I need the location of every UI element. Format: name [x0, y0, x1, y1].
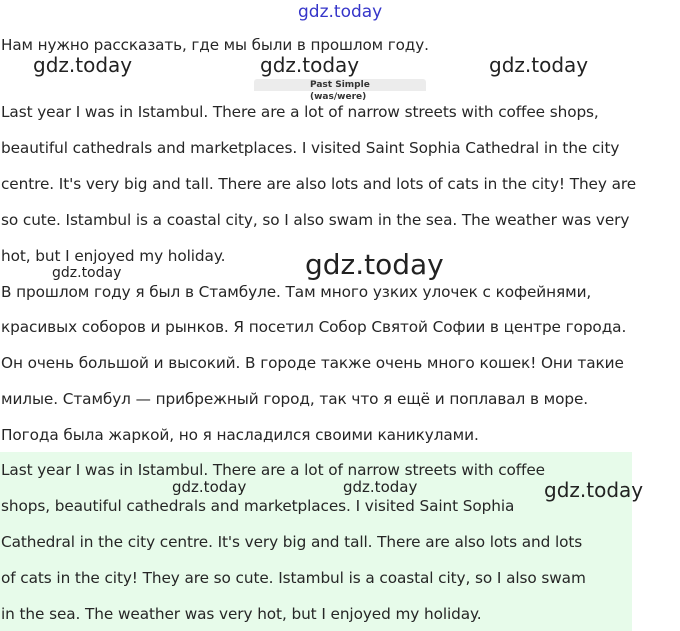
watermark: gdz.today	[52, 265, 122, 281]
watermark: gdz.today	[305, 248, 444, 281]
watermark: gdz.today	[298, 2, 383, 22]
watermark: gdz.today	[172, 478, 247, 496]
answer-line: shops, beautiful cathedrals and marketplaces. I visited Saint Sophia	[1, 497, 515, 515]
english-line: hot, but I enjoyed my holiday.	[1, 247, 226, 265]
watermark: gdz.today	[33, 53, 133, 77]
answer-line: of cats in the city! They are so cute. Istambul is a coastal city, so I also swam	[1, 569, 586, 587]
answer-line: Cathedral in the city centre. It's very big and tall. There are also lots and lots	[1, 533, 583, 551]
english-line: centre. It's very big and tall. There are also lots and lots of cats in the city! They are	[1, 175, 637, 193]
answer-line: Last year I was in Istambul. There are a lot of narrow streets with coffee	[1, 461, 545, 479]
russian-line: Он очень большой и высокий. В городе также очень много кошек! Они такие	[1, 354, 624, 372]
task-prompt: Нам нужно рассказать, где мы были в прошлом году.	[1, 36, 429, 54]
english-line: Last year I was in Istambul. There are a lot of narrow streets with coffee shops,	[1, 103, 599, 121]
russian-line: красивых соборов и рынков. Я посетил Собор Святой Софии в центре города.	[1, 318, 627, 336]
grammar-tag: Past Simple (was/were)	[254, 79, 426, 91]
russian-line: В прошлом году я был в Стамбуле. Там много узких улочек с кофейнями,	[1, 283, 592, 301]
russian-line: милые. Стамбул — прибрежный город, так что я ещё и поплавал в море.	[1, 390, 589, 408]
english-line: so cute. Istambul is a coastal city, so I also swam in the sea. The weather was very	[1, 211, 630, 229]
watermark: gdz.today	[343, 478, 418, 496]
watermark: gdz.today	[544, 478, 644, 502]
russian-line: Погода была жаркой, но я насладился своими каникулами.	[1, 426, 479, 444]
watermark: gdz.today	[260, 53, 360, 77]
answer-line: in the sea. The weather was very hot, but I enjoyed my holiday.	[1, 605, 482, 623]
english-line: beautiful cathedrals and marketplaces. I visited Saint Sophia Cathedral in the city	[1, 139, 620, 157]
watermark: gdz.today	[489, 53, 589, 77]
